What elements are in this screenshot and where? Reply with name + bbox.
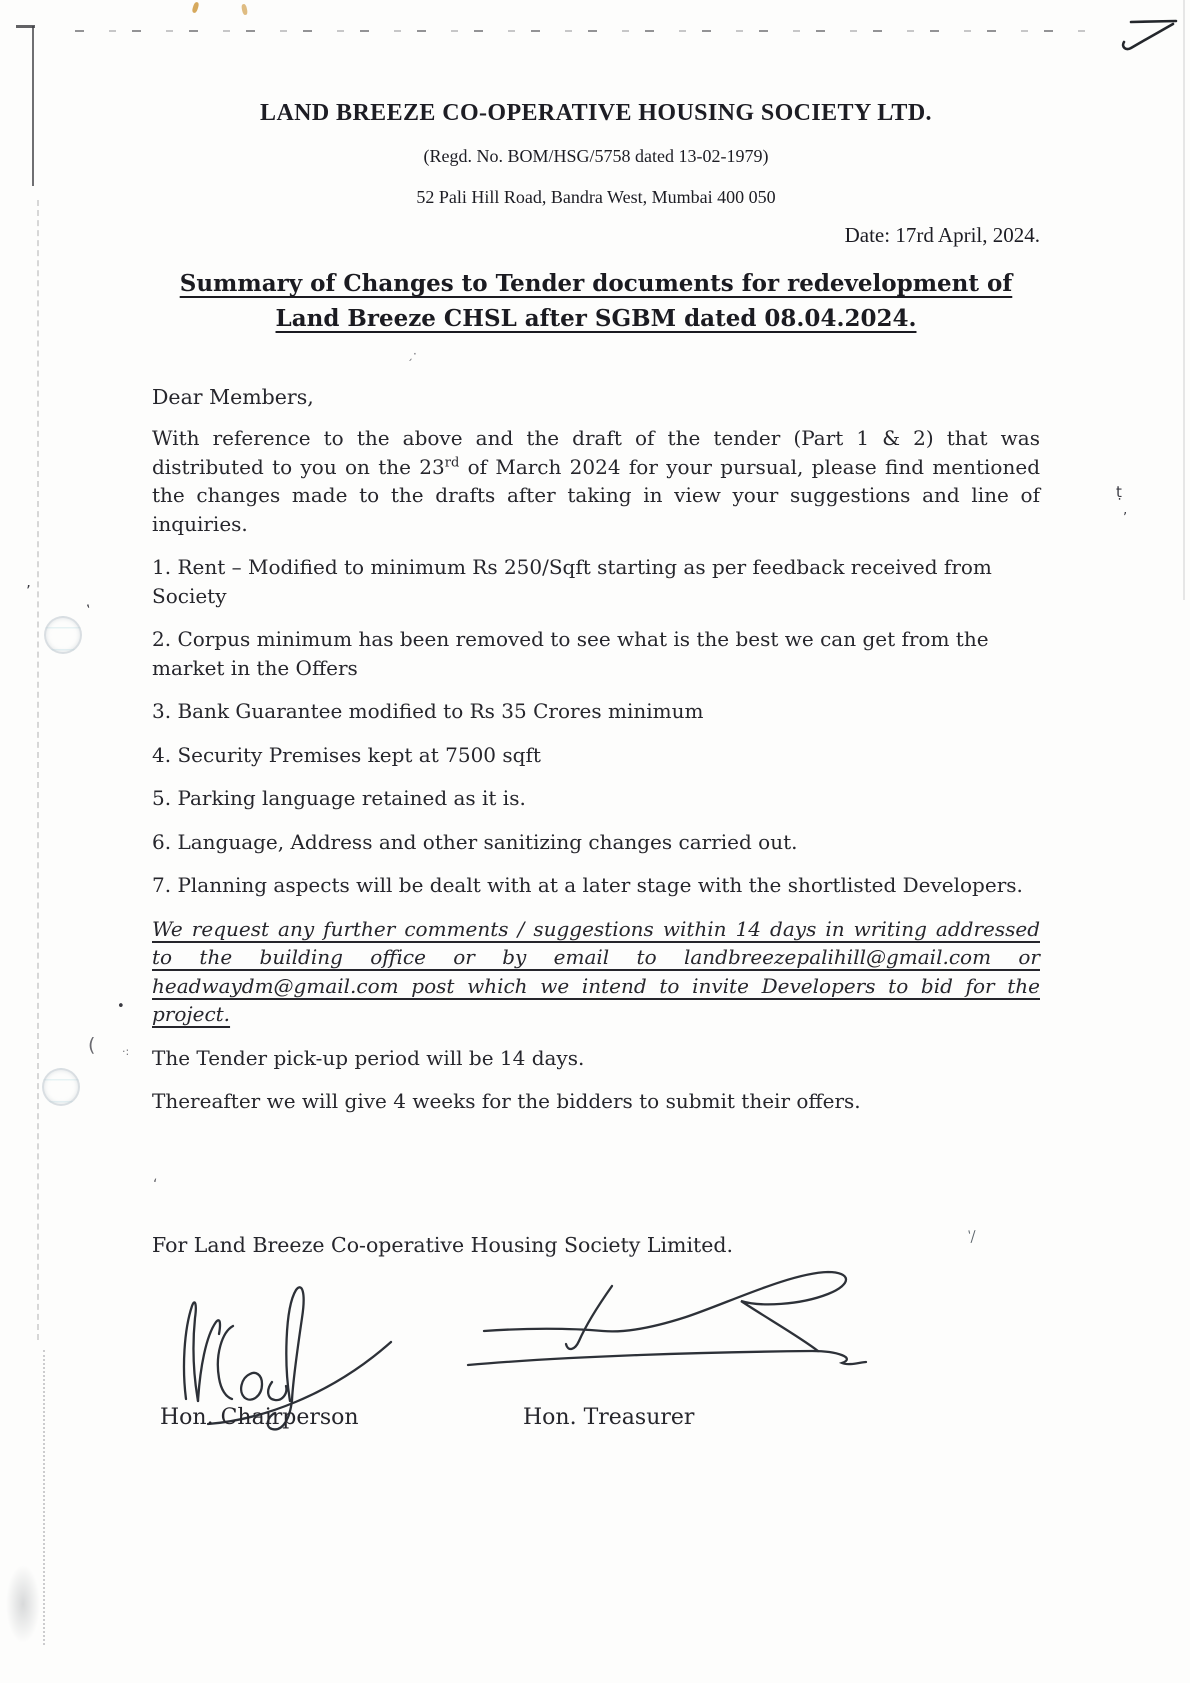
tender-period-line: The Tender pick-up period will be 14 days. — [152, 1045, 585, 1070]
bidder-window-line: Thereafter we will give 4 weeks for the bidders to submit their offers. — [152, 1089, 861, 1113]
change-item: 6. Language, Address and other sanitizing changes carried out. — [152, 829, 798, 854]
scan-smudge — [6, 1565, 40, 1643]
hole-punch-top — [44, 616, 82, 654]
scan-mark: ⁄̍ — [969, 1227, 977, 1247]
scan-edge-line-bottom — [43, 1350, 45, 1645]
address-line: 52 Pali Hill Road, Bandra West, Mumbai 400 050 — [416, 187, 776, 207]
document-title-line2: Land Breeze CHSL after SGBM dated 08.04.2024. — [275, 305, 917, 332]
scan-edge-line-right — [1183, 0, 1185, 600]
scan-edge-line-middle — [37, 200, 39, 1340]
scan-edge-line-top — [32, 26, 34, 186]
scan-mark: • — [117, 999, 125, 1014]
change-item: 3. Bank Guarantee modified to Rs 35 Crores minimum — [152, 699, 704, 723]
treasurer-signature — [468, 1272, 866, 1365]
chairperson-label: Hon. Chairperson — [160, 1405, 359, 1430]
change-item: 7. Planning aspects will be dealt with at a later stage with the shortlisted Developers. — [152, 873, 1023, 897]
scan-mark: ’ — [26, 582, 31, 600]
intro-text: of March 2024 for your pursual, please find mentioned the changes made to the drafts after taking in view your suggestions and line of inquiries. — [152, 454, 1040, 536]
request-note: We request any further comments / suggestions within 14 days in writing addressed to the building office or by email to landbreezepalihill@gmail.com or headwaydm@gmail.com post which we intend to invite Developers to bid for the project. — [152, 916, 1040, 1026]
scan-mark: ‛ — [86, 603, 91, 619]
scan-dash-line — [75, 30, 1085, 32]
pen-checkmark-icon — [1123, 21, 1176, 49]
letter-body — [152, 92, 1040, 1116]
intro-paragraph — [152, 424, 1040, 538]
org-name: LAND BREEZE CO-OPERATIVE HOUSING SOCIETY LTD. — [260, 100, 932, 126]
ordinal-suffix: rd — [444, 454, 460, 470]
intro-text: With reference to the above and the draft of the tender (Part 1 & 2) that was distributed to you on the 23 — [152, 426, 1040, 479]
change-item: 2. Corpus minimum has been removed to see what is the best we can get from the market in the Offers — [152, 627, 989, 680]
scan-mark: ’ — [1123, 511, 1128, 526]
registration-line: (Regd. No. BOM/HSG/5758 dated 13-02-1979) — [423, 146, 769, 166]
change-item: 4. Security Premises kept at 7500 sqft — [152, 742, 541, 767]
scan-mark: ·: — [122, 1045, 130, 1058]
signoff-line: For Land Breeze Co-operative Housing Society Limited. — [152, 1233, 734, 1257]
salutation: Dear Members, — [152, 385, 314, 409]
scan-mark: ˏ· — [407, 347, 417, 361]
document-title — [152, 266, 1040, 336]
scan-mark: ( — [88, 1034, 96, 1056]
date-line: Date: 17rd April, 2024. — [844, 223, 1040, 247]
scan-speck — [241, 4, 248, 16]
scan-mark: ṭ — [1116, 483, 1122, 501]
change-item: 5. Parking language retained as it is. — [152, 786, 526, 810]
hole-punch-bottom — [42, 1068, 80, 1106]
scan-mark: ‘ — [153, 1177, 158, 1193]
change-item: 1. Rent – Modified to minimum Rs 250/Sqft starting as per feedback received from Society — [152, 555, 992, 608]
treasurer-label: Hon. Treasurer — [523, 1405, 695, 1430]
document-title-line1: Summary of Changes to Tender documents for redevelopment of — [179, 270, 1013, 297]
scan-speck — [191, 1, 199, 13]
